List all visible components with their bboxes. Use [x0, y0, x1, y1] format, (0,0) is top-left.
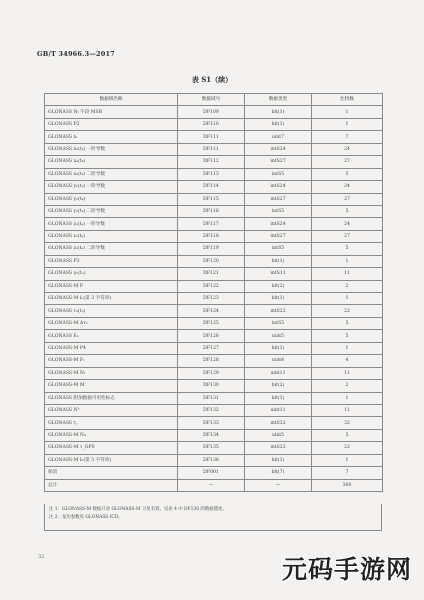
cell-data-type: intS27	[245, 193, 312, 205]
data-field-table	[44, 93, 383, 492]
page-number: 32	[38, 554, 45, 560]
cell-field-number: DF115	[178, 193, 245, 205]
cell-data-type: intS27	[245, 156, 312, 168]
cell-field-number: DF110	[178, 118, 245, 130]
cell-bit-count: 360	[312, 479, 383, 491]
cell-bit-count: 2	[312, 280, 383, 292]
cell-bit-count: 4	[312, 355, 383, 367]
cell-field-name: GLONASS zₙ(tₖ)	[45, 230, 178, 242]
table-row	[45, 330, 383, 342]
cell-field-name: GLONASS-M Fₜ	[45, 355, 178, 367]
cell-field-name: GLONASS-M lₙ(第 3 字符串)	[45, 293, 178, 305]
table-row	[45, 181, 383, 193]
cell-field-name: GLONASS zₙ(tₖ) 一阶导数	[45, 218, 178, 230]
cell-field-name: GLONASS-M M	[45, 380, 178, 392]
table-row	[45, 342, 383, 354]
watermark-logo: 元码手游网	[281, 555, 412, 584]
cell-data-type: intS24	[245, 218, 312, 230]
cell-field-name: GLONASS-M P4	[45, 342, 178, 354]
cell-data-type: intS24	[245, 143, 312, 155]
cell-field-name: GLONASS zₙ(tₖ) 二阶导数	[45, 243, 178, 255]
column-header-field-name: 数据域名称	[45, 94, 178, 106]
table-row	[45, 380, 383, 392]
cell-bit-count: 1	[312, 392, 383, 404]
cell-bit-count: 11	[312, 404, 383, 416]
cell-field-number: DF116	[178, 205, 245, 217]
column-header-bit-count: 比特数	[312, 94, 383, 106]
cell-data-type: intS27	[245, 230, 312, 242]
cell-field-number: DF113	[178, 168, 245, 180]
cell-data-type: intS5	[245, 317, 312, 329]
cell-field-name: GLONASS yₙ(tₖ) 二阶导数	[45, 205, 178, 217]
cell-field-name: GLONASS P3	[45, 255, 178, 267]
cell-field-name: GLONASS yₙ(tₖ)	[45, 193, 178, 205]
table-row	[45, 218, 383, 230]
cell-data-type: bit(1)	[245, 392, 312, 404]
table-row	[45, 243, 383, 255]
standard-code: GB/T 34966.3—2017	[37, 50, 115, 58]
cell-field-name: GLONASS xₙ(tₖ) 一阶导数	[45, 143, 178, 155]
cell-field-name: GLONASS Nₜ 字段 MSB	[45, 106, 178, 118]
cell-bit-count: 1	[312, 118, 383, 130]
cell-field-name: GLONASS-M P	[45, 280, 178, 292]
cell-field-name: GLONASS-M Nₜ	[45, 367, 178, 379]
table-row	[45, 392, 383, 404]
cell-field-number: DF001	[178, 467, 245, 479]
cell-bit-count: 27	[312, 156, 383, 168]
table-row	[45, 193, 383, 205]
cell-field-number: DF120	[178, 255, 245, 267]
table-row	[45, 106, 383, 118]
table-row	[45, 156, 383, 168]
cell-bit-count: 5	[312, 429, 383, 441]
cell-data-type: —	[245, 479, 312, 491]
note-2: 注 2：星历参数见 GLONASS ICD。	[49, 515, 123, 520]
cell-bit-count: 5	[312, 243, 383, 255]
cell-field-number: DF131	[178, 392, 245, 404]
cell-field-number: DF128	[178, 355, 245, 367]
cell-field-name: GLONASS 附加数据可用性标志	[45, 392, 178, 404]
table-row	[45, 479, 383, 491]
table-row	[45, 367, 383, 379]
cell-field-number: DF122	[178, 280, 245, 292]
cell-field-name: 保留	[45, 467, 178, 479]
cell-data-type: intS24	[245, 181, 312, 193]
cell-field-number: DF127	[178, 342, 245, 354]
table-row	[45, 205, 383, 217]
cell-field-name: GLONASS xₙ(tₖ) 二阶导数	[45, 168, 178, 180]
cell-bit-count: 11	[312, 367, 383, 379]
table-row	[45, 429, 383, 441]
cell-data-type: intS5	[245, 168, 312, 180]
cell-field-name: GLONASS xₙ(tₖ)	[45, 156, 178, 168]
cell-field-name: GLONASS Eₙ	[45, 330, 178, 342]
table-row	[45, 255, 383, 267]
cell-field-number: —	[178, 479, 245, 491]
cell-field-name: GLONASS-M lₙ(第 5 字符串)	[45, 454, 178, 466]
cell-data-type: intS5	[245, 205, 312, 217]
cell-data-type: uint5	[245, 330, 312, 342]
cell-bit-count: 27	[312, 193, 383, 205]
column-header-field-number: 数据域号	[178, 94, 245, 106]
cell-bit-count: 1	[312, 106, 383, 118]
table-header-row	[45, 94, 383, 106]
table-row	[45, 118, 383, 130]
cell-bit-count: 24	[312, 181, 383, 193]
cell-data-type: intS32	[245, 417, 312, 429]
cell-field-name: GLONASS-M Δτₙ	[45, 317, 178, 329]
cell-data-type: uint11	[245, 404, 312, 416]
cell-data-type: uint5	[245, 429, 312, 441]
cell-field-name: GLONASS τₙ(tₙ)	[45, 305, 178, 317]
table-row	[45, 230, 383, 242]
cell-bit-count: 1	[312, 454, 383, 466]
cell-field-number: DF132	[178, 404, 245, 416]
table-notes	[44, 504, 382, 531]
cell-field-name: GLONASS-M τ_GPS	[45, 442, 178, 454]
cell-field-number: DF133	[178, 417, 245, 429]
column-header-data-type: 数据类型	[245, 94, 312, 106]
table-row	[45, 355, 383, 367]
table-row	[45, 442, 383, 454]
cell-field-number: DF114	[178, 181, 245, 193]
table-row	[45, 467, 383, 479]
cell-data-type: bit(1)	[245, 342, 312, 354]
cell-field-number: DF111	[178, 131, 245, 143]
cell-data-type: uint4	[245, 355, 312, 367]
cell-data-type: intS22	[245, 442, 312, 454]
cell-field-name: GLONASS yₙ(tₖ) 一阶导数	[45, 181, 178, 193]
cell-field-number: DF124	[178, 305, 245, 317]
cell-bit-count: 5	[312, 205, 383, 217]
table-row	[45, 268, 383, 280]
cell-data-type: intS5	[245, 243, 312, 255]
cell-field-number: DF123	[178, 293, 245, 305]
cell-bit-count: 1	[312, 255, 383, 267]
cell-bit-count: 7	[312, 131, 383, 143]
cell-field-name: GLONASS P2	[45, 118, 178, 130]
cell-field-number: DF134	[178, 429, 245, 441]
cell-bit-count: 24	[312, 143, 383, 155]
cell-field-name: 总计	[45, 479, 178, 491]
table-row	[45, 317, 383, 329]
table-row	[45, 168, 383, 180]
table-row	[45, 454, 383, 466]
cell-field-name: GLONASS-M N₄	[45, 429, 178, 441]
cell-data-type: intS11	[245, 268, 312, 280]
cell-bit-count: 22	[312, 442, 383, 454]
cell-bit-count: 32	[312, 417, 383, 429]
cell-field-number: DF112	[178, 156, 245, 168]
cell-field-number: DF119	[178, 243, 245, 255]
cell-data-type: bit(7)	[245, 467, 312, 479]
table-row	[45, 404, 383, 416]
cell-bit-count: 27	[312, 230, 383, 242]
cell-bit-count: 22	[312, 305, 383, 317]
cell-data-type: bit(1)	[245, 255, 312, 267]
cell-field-name: GLONASS tₖ	[45, 131, 178, 143]
cell-bit-count: 2	[312, 380, 383, 392]
cell-field-name: GLONASS τ꜀	[45, 417, 178, 429]
cell-data-type: bit(1)	[245, 106, 312, 118]
cell-data-type: intS22	[245, 305, 312, 317]
cell-data-type: bit(2)	[245, 280, 312, 292]
table-row	[45, 293, 383, 305]
cell-field-name: GLONASS Nᴬ	[45, 404, 178, 416]
cell-bit-count: 5	[312, 317, 383, 329]
cell-bit-count: 11	[312, 268, 383, 280]
table-title: 表 S1（续）	[191, 75, 233, 84]
cell-data-type: bit(1)	[245, 293, 312, 305]
cell-field-number: DF118	[178, 230, 245, 242]
cell-data-type: uint7	[245, 131, 312, 143]
cell-bit-count: 5	[312, 168, 383, 180]
cell-bit-count: 1	[312, 342, 383, 354]
table-row	[45, 143, 383, 155]
cell-field-number: DF121	[178, 268, 245, 280]
cell-field-number: DF109	[178, 106, 245, 118]
cell-field-number: DF117	[178, 218, 245, 230]
table-row	[45, 417, 383, 429]
cell-bit-count: 24	[312, 218, 383, 230]
cell-data-type: uint11	[245, 367, 312, 379]
cell-field-number: DF130	[178, 380, 245, 392]
cell-field-number: DF136	[178, 454, 245, 466]
table-body	[45, 106, 383, 492]
cell-bit-count: 1	[312, 293, 383, 305]
cell-field-number: DF135	[178, 442, 245, 454]
cell-field-number: DF111	[178, 143, 245, 155]
cell-bit-count: 5	[312, 330, 383, 342]
table-row	[45, 305, 383, 317]
cell-data-type: bit(1)	[245, 118, 312, 130]
cell-field-number: DF129	[178, 367, 245, 379]
cell-data-type: bit(1)	[245, 454, 312, 466]
cell-data-type: bit(2)	[245, 380, 312, 392]
table-row	[45, 131, 383, 143]
table-row	[45, 280, 383, 292]
note-1: 注 1：GLONASS-M 数据只对 GLONASS-M 卫星有效，见表 4 中 DF130 的数据描述。	[49, 507, 227, 512]
cell-field-number: DF125	[178, 317, 245, 329]
cell-field-name: GLONASS γₙ(tₙ)	[45, 268, 178, 280]
cell-field-number: DF126	[178, 330, 245, 342]
cell-bit-count: 7	[312, 467, 383, 479]
